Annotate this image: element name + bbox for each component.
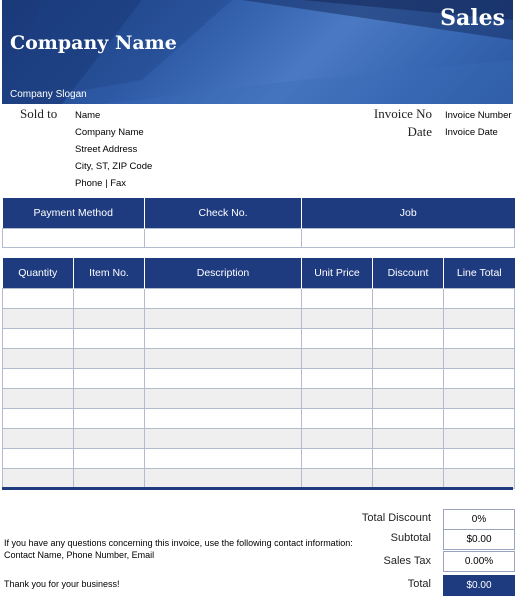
payment-method-header: Payment Method [3,198,145,229]
company-slogan: Company Slogan [10,89,87,100]
unit-price-cell[interactable] [302,309,373,329]
line-total-cell[interactable] [444,309,515,329]
job-cell[interactable] [302,229,515,248]
invoice-no-value: Invoice Number [445,110,512,121]
sold-to-label: Sold to [20,106,58,121]
line-total-cell[interactable] [444,369,515,389]
unit-price-header: Unit Price [302,258,373,289]
item-no-cell[interactable] [74,469,145,489]
description-cell[interactable] [145,429,302,449]
contact-details: Contact Name, Phone Number, Email [4,550,155,560]
item-no-cell[interactable] [74,429,145,449]
table-row [3,429,515,449]
description-cell[interactable] [145,449,302,469]
total-value: $0.00 [443,575,515,596]
table-row [3,329,515,349]
job-header: Job [302,198,515,229]
quantity-cell[interactable] [3,409,74,429]
quantity-cell[interactable] [3,389,74,409]
sold-to-city: City, ST, ZIP Code [75,161,153,172]
unit-price-cell[interactable] [302,429,373,449]
line-total-cell[interactable] [444,289,515,309]
thanks-text: Thank you for your business! [4,579,120,589]
line-total-header: Line Total [444,258,515,289]
table-row [3,309,515,329]
description-cell[interactable] [145,369,302,389]
discount-header: Discount [373,258,444,289]
description-cell[interactable] [145,309,302,329]
sold-to-street: Street Address [75,144,138,155]
sold-to-name: Name [75,110,101,121]
sold-to-phone: Phone | Fax [75,178,127,189]
discount-cell[interactable] [373,449,444,469]
line-total-cell[interactable] [444,449,515,469]
date-value: Invoice Date [445,127,498,138]
total-discount-value[interactable]: 0% [443,509,515,530]
discount-cell[interactable] [373,309,444,329]
unit-price-cell[interactable] [302,389,373,409]
check-no-cell[interactable] [145,229,302,248]
item-no-cell[interactable] [74,449,145,469]
discount-cell[interactable] [373,369,444,389]
description-cell[interactable] [145,409,302,429]
unit-price-cell[interactable] [302,329,373,349]
total-label: Total [407,578,431,590]
description-header: Description [145,258,302,289]
table-row [3,469,515,489]
description-cell[interactable] [145,469,302,489]
item-no-cell[interactable] [74,289,145,309]
item-no-cell[interactable] [74,309,145,329]
quantity-cell[interactable] [3,429,74,449]
sold-to-company: Company Name [75,127,144,138]
item-no-cell[interactable] [74,329,145,349]
subtotal-value: $0.00 [443,529,515,550]
contact-text: If you have any questions concerning this invoice, use the following contact information: [4,538,353,548]
table-row [3,369,515,389]
document-title: Sales [440,5,505,31]
header-banner [2,0,513,104]
table-row [3,349,515,369]
description-cell[interactable] [145,289,302,309]
item-no-cell[interactable] [74,409,145,429]
discount-cell[interactable] [373,329,444,349]
quantity-cell[interactable] [3,309,74,329]
description-cell[interactable] [145,329,302,349]
invoice-no-label: Invoice No [373,106,432,121]
check-no-header: Check No. [145,198,302,229]
subtotal-label: Subtotal [390,532,431,544]
sales-tax-value[interactable]: 0.00% [443,551,515,572]
unit-price-cell[interactable] [302,469,373,489]
unit-price-cell[interactable] [302,289,373,309]
payment-table [2,198,515,248]
line-total-cell[interactable] [444,409,515,429]
discount-cell[interactable] [373,349,444,369]
table-row [3,449,515,469]
table-row [3,289,515,309]
discount-cell[interactable] [373,429,444,449]
line-total-cell[interactable] [444,429,515,449]
unit-price-cell[interactable] [302,449,373,469]
item-no-cell[interactable] [74,349,145,369]
sales-tax-label: Sales Tax [383,555,431,567]
line-items-table [2,258,515,489]
payment-method-cell[interactable] [3,229,145,248]
quantity-cell[interactable] [3,329,74,349]
table-row [3,389,515,409]
company-name: Company Name [10,32,177,54]
unit-price-cell[interactable] [302,349,373,369]
quantity-cell[interactable] [3,469,74,489]
item-no-cell[interactable] [74,389,145,409]
description-cell[interactable] [145,389,302,409]
quantity-cell[interactable] [3,369,74,389]
line-total-cell[interactable] [444,389,515,409]
description-cell[interactable] [145,349,302,369]
total-discount-label: Total Discount [361,512,431,524]
discount-cell[interactable] [373,409,444,429]
quantity-cell[interactable] [3,449,74,469]
table-row [3,409,515,429]
item-no-header: Item No. [74,258,145,289]
date-label: Date [407,124,432,139]
table-bottom-rule [2,487,513,490]
quantity-cell[interactable] [3,289,74,309]
quantity-header: Quantity [3,258,74,289]
discount-cell[interactable] [373,289,444,309]
discount-cell[interactable] [373,389,444,409]
line-total-cell[interactable] [444,349,515,369]
unit-price-cell[interactable] [302,369,373,389]
line-total-cell[interactable] [444,469,515,489]
unit-price-cell[interactable] [302,409,373,429]
discount-cell[interactable] [373,469,444,489]
line-total-cell[interactable] [444,329,515,349]
item-no-cell[interactable] [74,369,145,389]
quantity-cell[interactable] [3,349,74,369]
